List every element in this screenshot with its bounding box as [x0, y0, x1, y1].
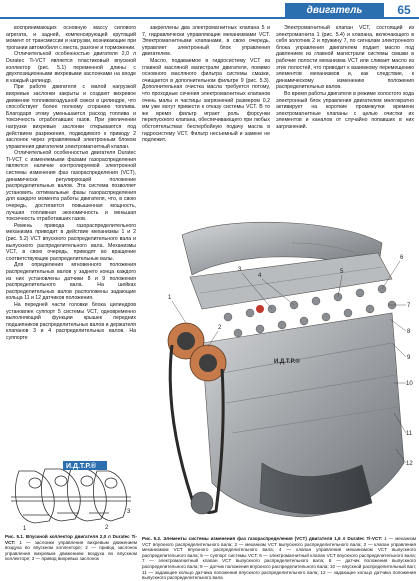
paragraph: закреплены два электромагнитных клапана 5 и 7, гидравлически управляющие механизмами VCT. Электромагнитными клапанами, в свою очередь, управляет электронный блок управления двигателем. [142, 25, 270, 58]
paragraph: Отличительной особенностью двигателя 2,0 л Duratec Ti-VCT является пластиковый впускной коллектор (рис. 5.1) переменной длины с двухпозиционными вихревыми заслонками на входе в каждый цилиндр. [6, 51, 136, 84]
engine-vct-illustration [142, 213, 416, 536]
figure-label: 8 [407, 329, 411, 335]
caption-text: 1 — механизм VCT впускного распределительного вала; 2 — механизм VCT выпускного распределительного вала; 3 — клапан управления механизмом VCT впускного распределительного вала; 4 — клапан управления механизмом VCT выпускного распределительного вала; 5 — суппорт системы VCT; 6 — электромагнитный клапан VCT впускного распределительного вала; 7 — электромагнитный клапан VCT выпускного распределительного вала; 8 — датчик положения выпускного распределительного вала; 9 — датчик положения впускного распределительного вала; 10 — впускной распределительный вал; 11 — задающее кольцо датчика положения впускного распределительного вала; 12 — задающее кольцо датчика положения выпускного распределительного вала [142, 536, 416, 581]
figure-watermark: И.Д.Т.Р.® [66, 463, 97, 470]
figure-label: 11 [406, 431, 413, 437]
paragraph: Во время работы двигателя в режиме холостого хода электронный блок управления двигателем многократно активирует на короткие промежутки времени электромагнитные клапаны с целью очистки их элементов и каналов от случайно попавших в них загрязнений. [276, 90, 414, 130]
figure-label: 5 [340, 269, 344, 275]
paragraph: Отличительной особенностью двигателя Duratec Ti-VCT с изменяемыми фазами газораспределения является наличие контролируемой электронной системы изменения фаз газораспределения (VCT), динамически регулирующей положение распределительных валов. Эта система позволяет установить оптимальные фазы газораспределения для каждого момента работы двигателя, что, в свою очередь, достигается повышенная мощность, лучшая топливная экономичность и меньшая токсичность отработавших газов. [6, 150, 136, 223]
paragraph: Ремень привода газораспределительного механизма приводит в действие механизмы 1 и 2 (рис. 5.2) VCT впускного распределительного вала и выпускного распределительного вала. Механизмы VCT, в свою очередь, приводят во вращение соответствующие распределительные валы. [6, 222, 136, 262]
figure-label: 7 [407, 303, 411, 309]
paragraph: Для определения мгновенного положения распределительных валов у заднего конца каждого из них установлены датчики 8 и 9 положения распределительного вала. На шейках распределительных валов расположены задающие кольца 11 и 12 датчиков положения. [6, 262, 136, 302]
caption-title: Рис. 5.2. Элементы системы изменения фаз газораспределения (VCT) двигателя 1,6 л Duratec Ti-VCT: [142, 536, 383, 541]
section-tab: двигатель [285, 3, 384, 18]
paragraph: Электромагнитный клапан VCT, состоящий из электромагнита 1 (рис. 5.4) и клапана, включающего в себя золотник 2 и пружину 7, по сигналам электронного блока управления двигателем подает масло под давлением из главной магистрали системы смазки в рабочие полости механизма VCT или сливает масло из этих полостей, что приводит к взаимному перемещению элементов механизмов и, как следствие, к динамическому изменению положения распределительных валов. [276, 25, 414, 91]
engine-vct-figure [142, 213, 416, 536]
figure-label: 3 [127, 509, 131, 515]
paragraph: воспринимающих основную массу силового агрегата, и задней, компенсирующей крутящий момент от трансмиссии и нагрузки, возникающие при трогании автомобиля с места, разгоне и торможении. [6, 25, 136, 51]
caption-title: Рис. 5.1. Впускной коллектор двигателя 2,0 л Duratec Ti-VCT: [5, 534, 137, 545]
figure-label: 12 [406, 461, 413, 467]
figure-label: 2 [218, 325, 222, 331]
figure-watermark: И.Д.Т.Р.® [274, 359, 300, 365]
caption-text: 1 — заслонки управления вихревым движением воздуха во впускном коллекторе; 2 — привод заслонок управления вихревым движением воздуха во впускном коллекторе; 3 — привод вихревых заслонок [5, 539, 138, 562]
figure-label: 2 [105, 525, 109, 531]
figure-label: 3 [238, 267, 242, 273]
text-column-2 [142, 25, 270, 210]
paragraph: На передней части головки блока цилиндров установлен суппорт 5 системы VCT, одновременно выполняющий функции крышек передних подшипников распределительных валов и держателя клапанов 3 и 4 распределительных валов. На суппорте [6, 301, 136, 341]
intake-manifold-figure [5, 457, 137, 532]
intake-manifold-drawing [5, 457, 137, 532]
figure-label: 4 [258, 273, 262, 279]
paragraph: При работе двигателя с малой нагрузкой вихревые заслонки закрыты и создают вихревое движение топливовоздушной смеси в цилиндре, что способствует более полному сгоранию топлива. Благодаря этому уменьшается расход топлива и токсичность отработавших газов. При увеличении нагрузки вихревые заслонки открываются под действием разрежения, подводимого к приводу 2 заслонок через управляемый электронным блоком управления двигателем электромагнитный клапан. [6, 84, 136, 150]
figure-label: 10 [406, 381, 413, 387]
text-column-1 [6, 25, 136, 453]
figure-label: 9 [407, 355, 411, 361]
figure-1-caption [5, 534, 137, 568]
figure-label: 1 [168, 295, 172, 301]
figure-label: 6 [400, 255, 404, 261]
figure-2-caption [142, 536, 416, 581]
figure-label: 1 [23, 526, 27, 532]
paragraph: Масло, подаваемое в гидросистему VCT из главной масляной магистрали двигателя, помимо основного масляного фильтра системы смазки, очищается в дополнительном фильтре 9 (рис. 5.3). Дополнительная очистка масла требуется потому, что проходные сечения электромагнитных клапанов очень малы и частицы загрязнений размером 0,2 мм уже могут привести к отказу системы VCT. В то же время фильтр играет роль форсунки перепускного клапана, обеспечивающего при любых обстоятельствах беспербойную подачу масла в гидросистему VCT. Фильтр несъемный и замене не подлежит. [142, 57, 270, 144]
page-number: 65 [397, 3, 411, 17]
page-header [0, 0, 419, 22]
